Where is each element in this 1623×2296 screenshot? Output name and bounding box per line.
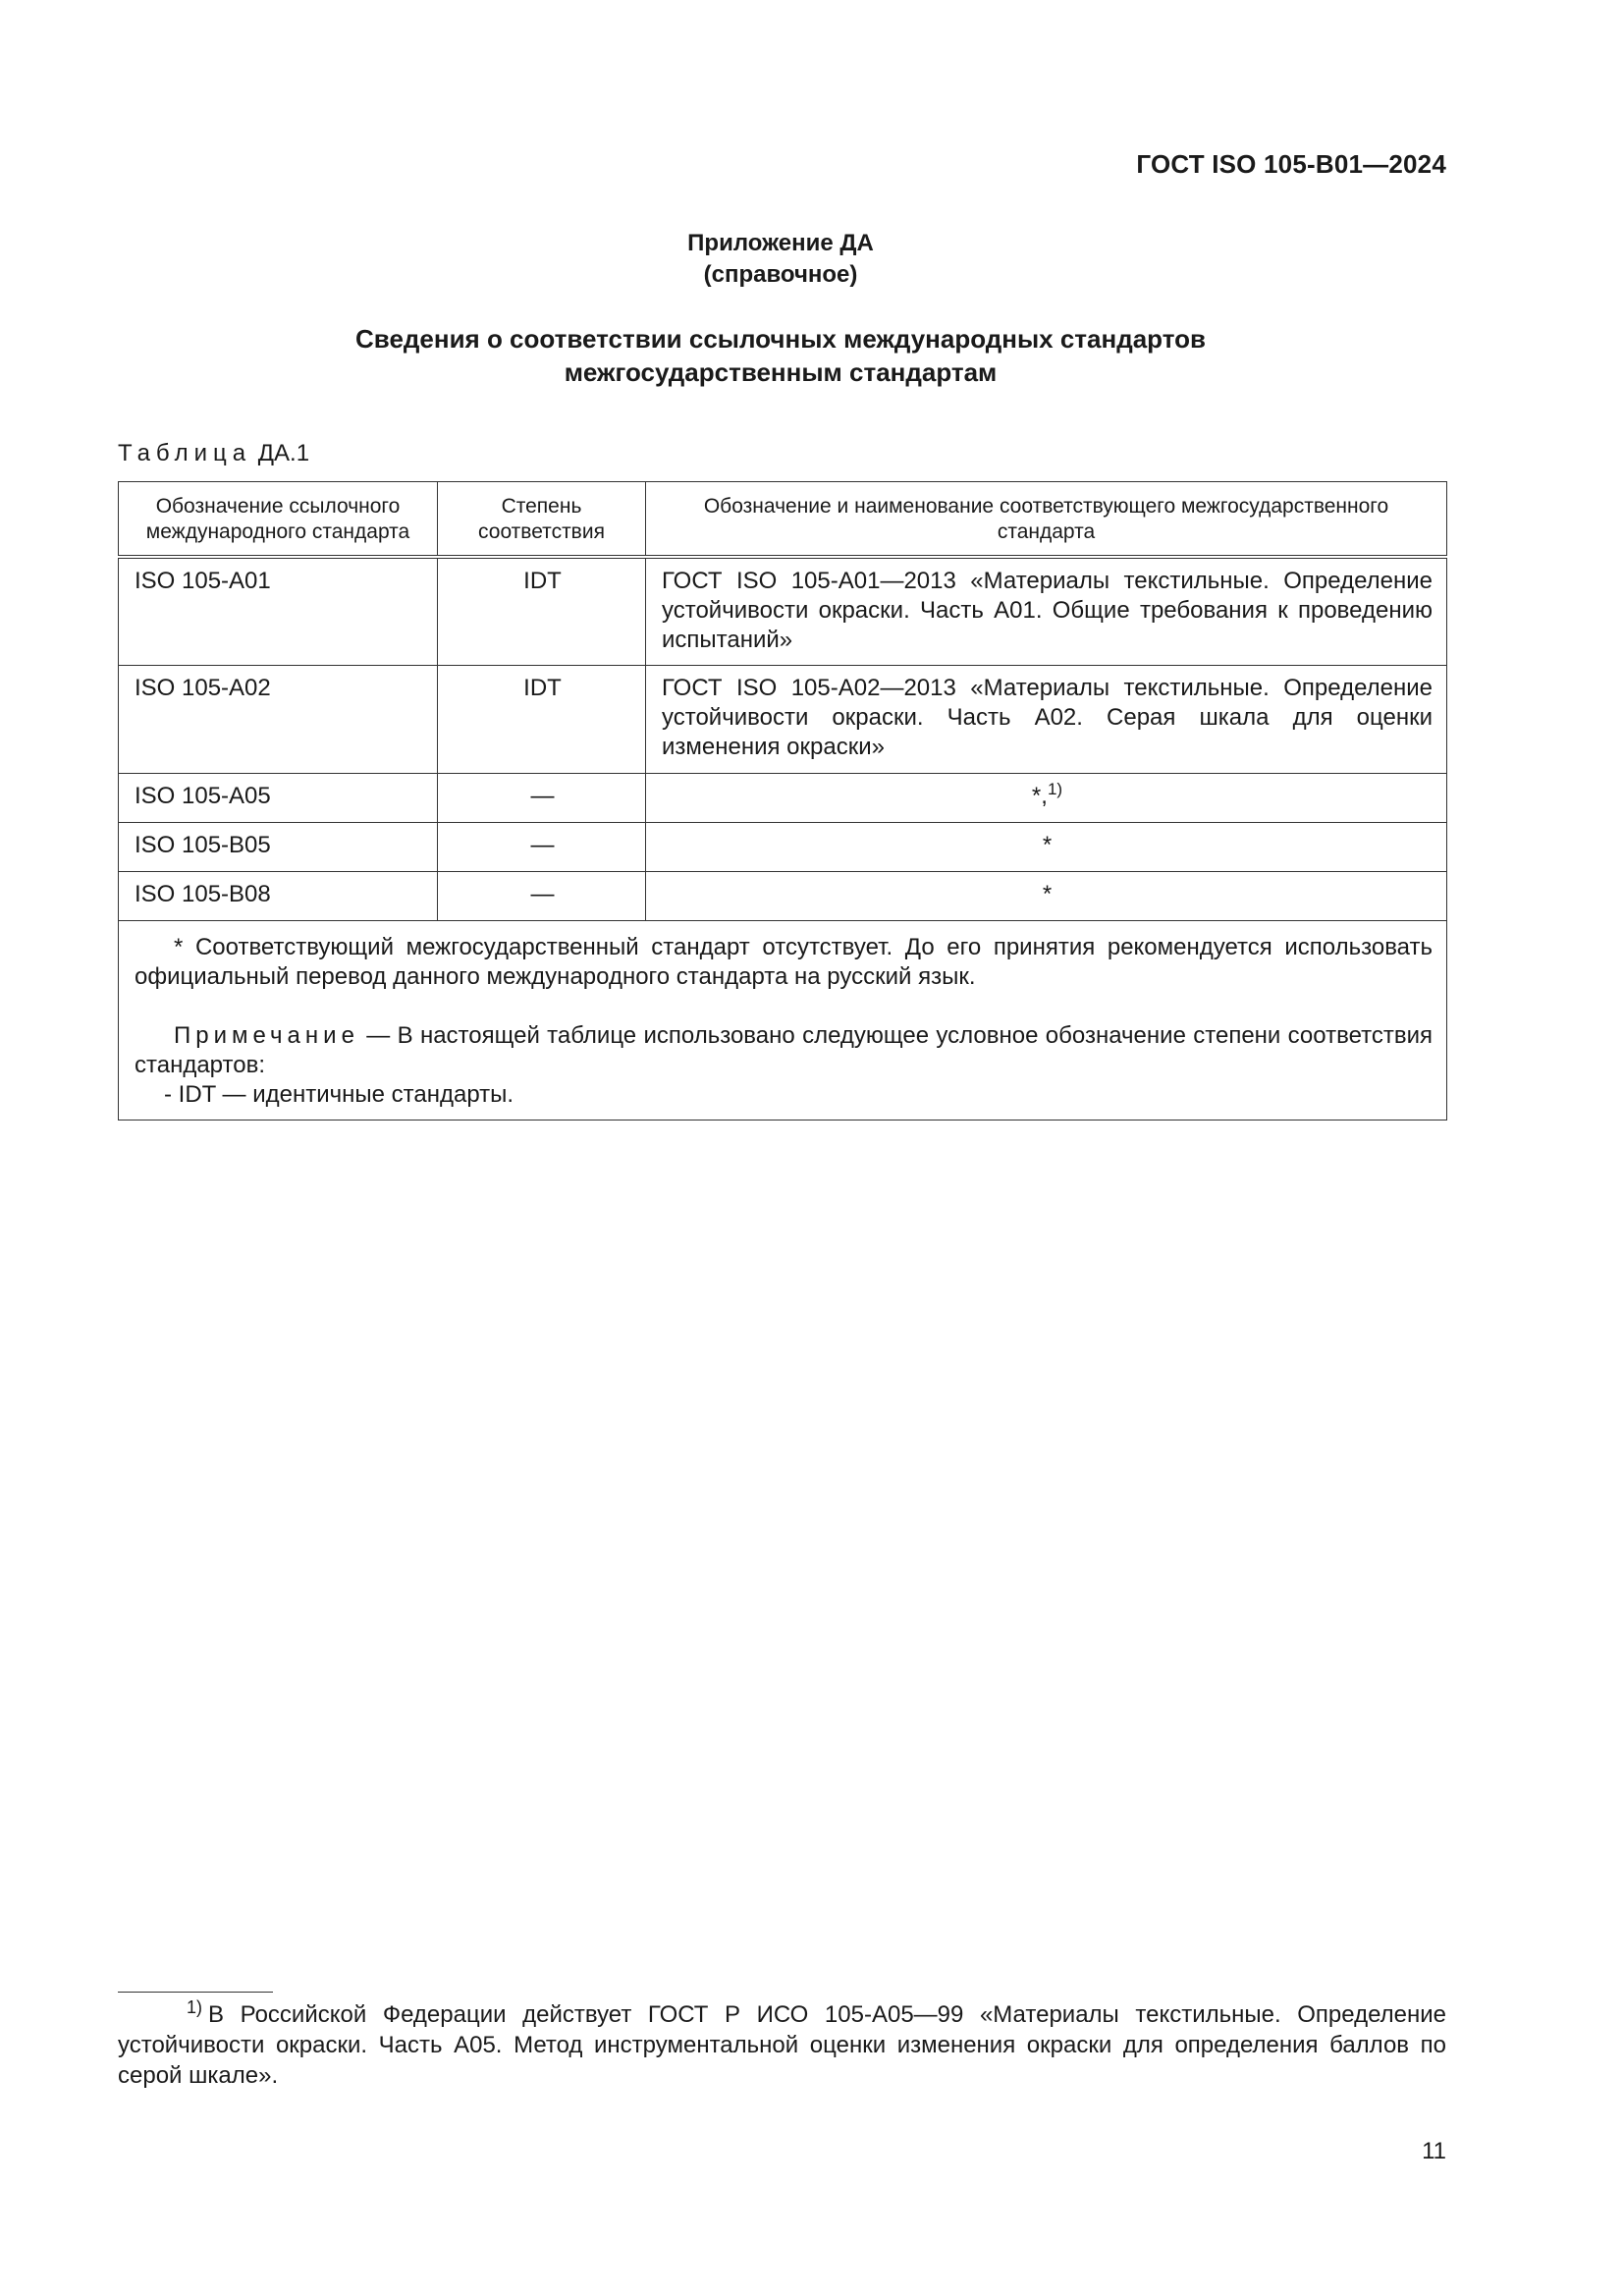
page-number: 11	[1422, 2138, 1446, 2164]
footnote-reference: 1)	[1047, 779, 1063, 798]
cell-name: *	[646, 822, 1447, 871]
cell-name: ГОСТ ISO 105-A01—2013 «Материалы текстильные. Определение устойчивости окраски. Часть А01. Общие требования к проведению испытаний»	[646, 557, 1447, 665]
cell-degree: —	[438, 773, 646, 822]
column-header-degree: Степень соответствия	[438, 482, 646, 558]
correspondence-table	[118, 481, 1447, 1121]
appendix-subtitle: (справочное)	[703, 261, 858, 288]
asterisk-mark: *,	[1031, 782, 1048, 809]
note-label: Примечание	[174, 1021, 359, 1049]
section-title-line-2: межгосударственным стандартам	[564, 357, 998, 387]
footnote	[118, 1999, 1446, 2091]
cell-name	[646, 773, 1447, 822]
table-notes-row	[119, 920, 1447, 1120]
table-row	[119, 557, 1447, 665]
table-caption-word: Таблица	[118, 440, 252, 466]
table-caption	[118, 440, 309, 467]
column-header-name: Обозначение и наименование соответствующего межгосударственного стандарта	[646, 482, 1447, 558]
cell-designation: ISO 105-A01	[119, 557, 438, 665]
table-notes	[119, 920, 1447, 1120]
cell-degree: IDT	[438, 557, 646, 665]
section-title-line-1: Сведения о соответствии ссылочных международных стандартов	[355, 324, 1206, 354]
column-header-designation: Обозначение ссылочного международного стандарта	[119, 482, 438, 558]
cell-designation: ISO 105-B05	[119, 822, 438, 871]
section-heading	[118, 322, 1443, 389]
note-text: — В настоящей таблице использовано следующее условное обозначение степени соответствия стандартов:	[135, 1021, 1433, 1078]
document-code-header: ГОСТ ISO 105-B01—2024	[1136, 149, 1446, 179]
cell-degree: —	[438, 822, 646, 871]
cell-designation: ISO 105-A02	[119, 665, 438, 773]
note-list-item: - IDT — идентичные стандарты.	[164, 1080, 514, 1108]
footnote-text: В Российской Федерации действует ГОСТ Р ИСО 105-А05—99 «Материалы текстильные. Определение устойчивости окраски. Часть А05. Метод инструментальной оценки изменения окраски для определения баллов по серой шкале».	[118, 2001, 1446, 2089]
appendix-title: Приложение ДА	[687, 230, 874, 256]
table-row	[119, 773, 1447, 822]
note-paragraph	[135, 1021, 1433, 1080]
cell-name: *	[646, 871, 1447, 920]
cell-name: ГОСТ ISO 105-A02—2013 «Материалы текстильные. Определение устойчивости окраски. Часть А02. Серая шкала для оценки изменения окраски»	[646, 665, 1447, 773]
table-header-row	[119, 482, 1447, 558]
table-row	[119, 665, 1447, 773]
cell-designation: ISO 105-B08	[119, 871, 438, 920]
table-row	[119, 871, 1447, 920]
cell-degree: IDT	[438, 665, 646, 773]
footnote-marker: 1)	[187, 1997, 203, 2017]
appendix-heading	[118, 228, 1443, 291]
cell-designation: ISO 105-A05	[119, 773, 438, 822]
footnote-divider	[118, 1992, 273, 1993]
asterisk-note: * Соответствующий межгосударственный стандарт отсутствует. До его принятия рекомендуется использовать официальный перевод данного международного стандарта на русский язык.	[135, 933, 1433, 990]
table-row	[119, 822, 1447, 871]
cell-degree: —	[438, 871, 646, 920]
table-caption-number: ДА.1	[257, 440, 310, 466]
